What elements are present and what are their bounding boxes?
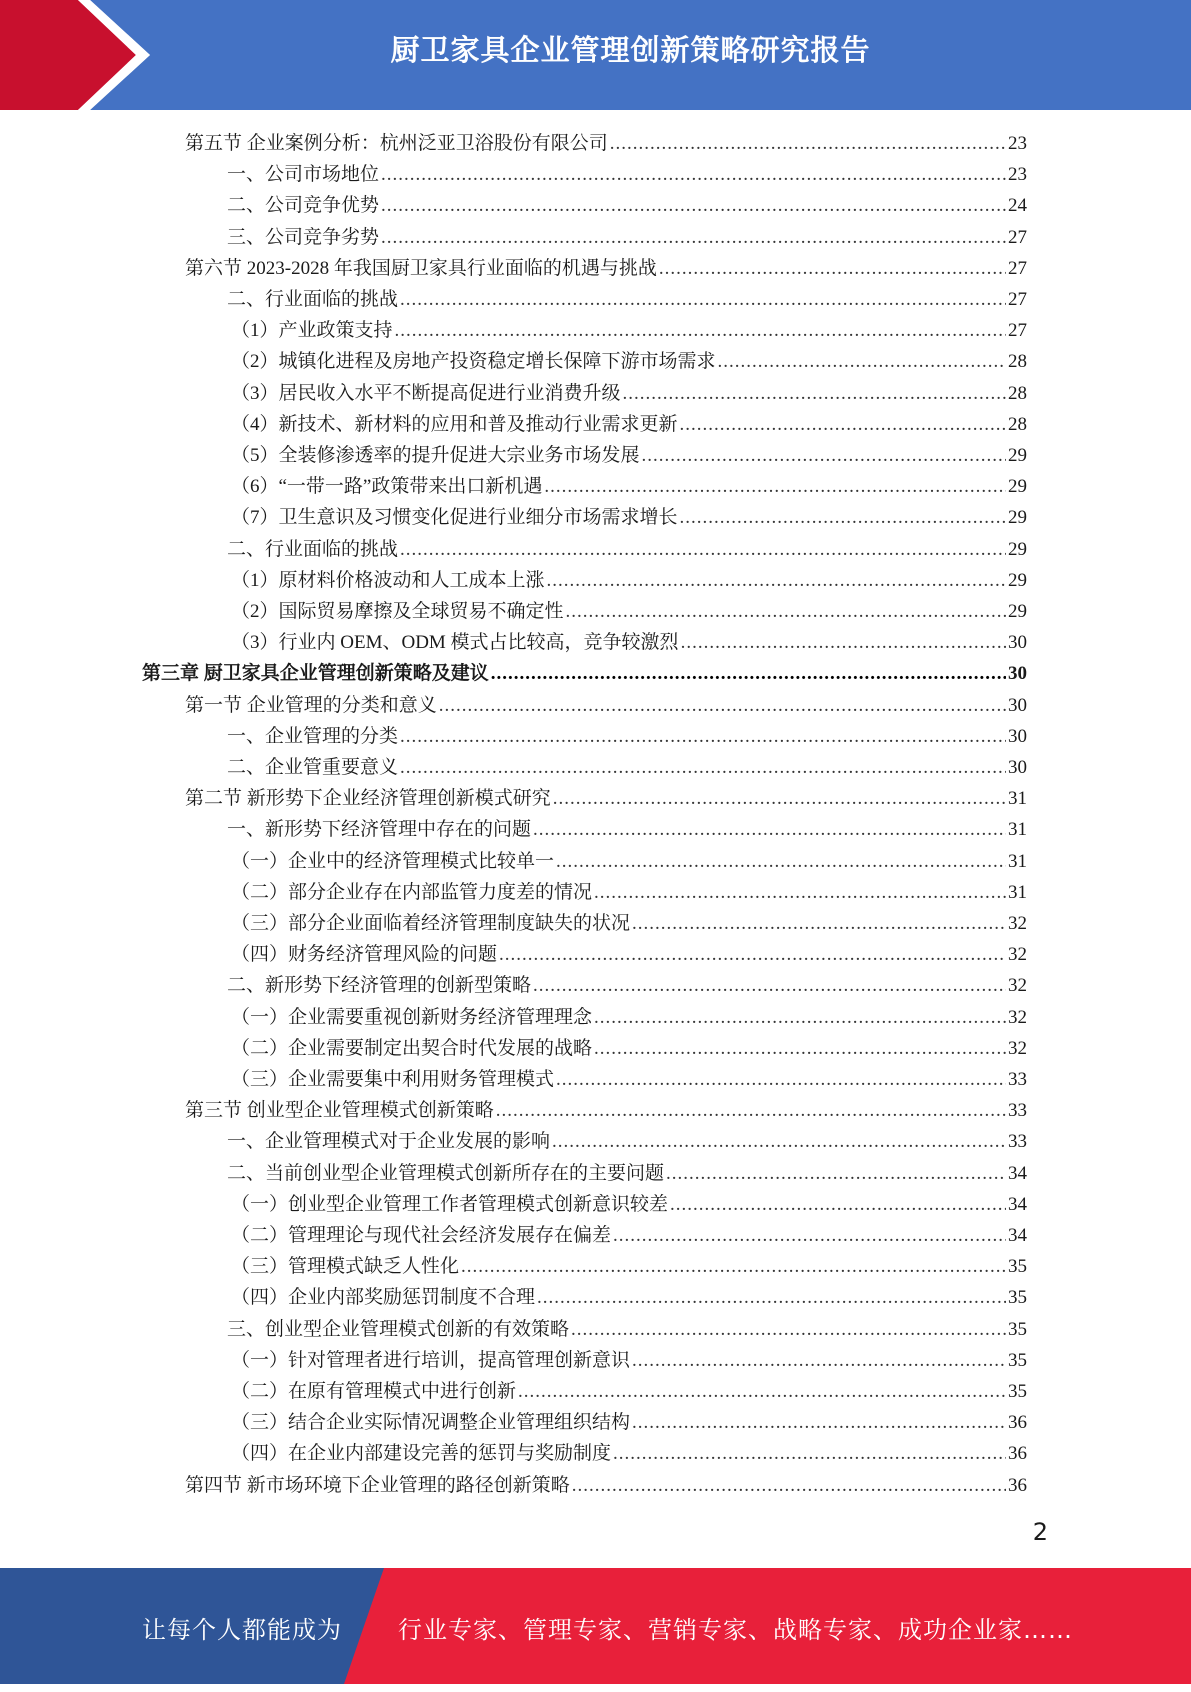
toc-entry-title: （一）企业需要重视创新财务经济管理理念 <box>231 1006 593 1028</box>
toc-dot-leader <box>594 882 1006 904</box>
toc-entry[interactable] <box>231 1251 1027 1282</box>
toc-entry-page: 30 <box>1008 757 1027 778</box>
toc-entry-page: 35 <box>1008 1318 1027 1340</box>
toc-entry-page: 32 <box>1008 975 1027 997</box>
toc-entry[interactable] <box>185 783 1027 814</box>
toc-entry[interactable] <box>231 1189 1027 1220</box>
toc-entry[interactable] <box>227 970 1027 1001</box>
toc-dot-leader <box>533 819 1006 841</box>
toc-entry-title: （6）“一带一路”政策带来出口新机遇 <box>231 476 543 498</box>
toc-entry-page: 36 <box>1008 1474 1027 1496</box>
toc-dot-leader <box>491 663 1006 685</box>
toc-entry[interactable] <box>231 378 1027 409</box>
toc-entry[interactable] <box>227 752 1027 783</box>
toc-dot-leader <box>400 539 1006 561</box>
toc-entry[interactable] <box>231 471 1027 502</box>
toc-entry-title: （5）全装修渗透率的提升促进大宗业务市场发展 <box>231 445 640 466</box>
toc-entry[interactable] <box>231 1345 1027 1376</box>
toc-entry[interactable] <box>185 1470 1027 1501</box>
toc-entry-title: （二）在原有管理模式中进行创新 <box>231 1381 517 1402</box>
toc-entry-title: （三）部分企业面临着经济管理制度缺失的状况 <box>231 913 631 934</box>
toc-dot-leader <box>632 1412 1006 1434</box>
toc-entry-page: 30 <box>1008 694 1027 716</box>
toc-entry[interactable] <box>185 253 1027 284</box>
toc-entry[interactable] <box>227 222 1027 253</box>
toc-entry[interactable] <box>227 1314 1027 1345</box>
toc-entry-title: 第二节 新形势下企业经济管理创新模式研究 <box>185 788 551 810</box>
toc-entry-page: 29 <box>1008 538 1027 560</box>
toc-dot-leader <box>613 1225 1006 1247</box>
toc-entry-page: 29 <box>1008 601 1027 622</box>
toc-entry[interactable] <box>231 315 1027 346</box>
toc-entry[interactable] <box>227 534 1027 565</box>
toc-dot-leader <box>659 258 1006 280</box>
toc-entry-title: （四）企业内部奖励惩罚制度不合理 <box>231 1287 536 1309</box>
toc-entry-title: （2）城镇化进程及房地产投资稳定增长保障下游市场需求 <box>231 351 716 373</box>
toc-entry[interactable] <box>227 814 1027 845</box>
toc-dot-leader <box>594 1007 1006 1029</box>
toc-entry-title: 二、行业面临的挑战 <box>227 289 399 310</box>
toc-entry-title: 三、公司竞争劣势 <box>227 226 380 248</box>
toc-entry-page: 30 <box>1008 632 1027 654</box>
toc-entry[interactable] <box>231 908 1027 939</box>
toc-entry[interactable] <box>231 939 1027 970</box>
toc-entry-page: 29 <box>1008 507 1027 529</box>
toc-entry-title: （四）财务经济管理风险的问题 <box>231 944 498 966</box>
toc-dot-leader <box>632 913 1006 935</box>
toc-entry[interactable] <box>231 565 1027 596</box>
toc-dot-leader <box>547 570 1006 592</box>
toc-dot-leader <box>400 289 1006 311</box>
toc-dot-leader <box>681 632 1006 654</box>
toc-dot-leader <box>613 1443 1006 1465</box>
toc-dot-leader <box>571 1319 1006 1341</box>
toc-dot-leader <box>556 1069 1006 1091</box>
toc-entry-title: 二、当前创业型企业管理模式创新所存在的主要问题 <box>227 1162 665 1184</box>
report-title: 厨卫家具企业管理创新策略研究报告 <box>390 33 871 67</box>
toc-entry-title: （1）产业政策支持 <box>231 320 393 342</box>
toc-dot-leader <box>594 1038 1006 1060</box>
toc-entry-title: 三、创业型企业管理模式创新的有效策略 <box>227 1318 570 1340</box>
toc-entry-page: 31 <box>1008 819 1027 841</box>
toc-entry-page: 30 <box>1008 663 1027 685</box>
toc-entry-page: 29 <box>1008 445 1027 466</box>
page-footer <box>0 1568 1191 1684</box>
toc-entry[interactable] <box>231 502 1027 533</box>
toc-dot-leader <box>666 1163 1006 1185</box>
toc-dot-leader <box>566 601 1006 623</box>
toc-dot-leader <box>533 975 1006 997</box>
toc-entry-page: 32 <box>1008 944 1027 966</box>
toc-entry[interactable] <box>227 1158 1027 1189</box>
toc-entry-page: 29 <box>1008 569 1027 591</box>
toc-dot-leader <box>670 1194 1006 1216</box>
toc-entry-page: 31 <box>1008 788 1027 810</box>
footer-slogan-right: 行业专家、管理专家、营销专家、战略专家、成功企业家…… <box>398 1616 1073 1644</box>
toc-entry-page: 27 <box>1008 289 1027 310</box>
toc-entry-page: 32 <box>1008 1037 1027 1059</box>
toc-entry[interactable] <box>231 627 1027 658</box>
toc-entry-page: 33 <box>1008 1131 1027 1153</box>
toc-dot-leader <box>537 1287 1006 1309</box>
toc-entry-page: 27 <box>1008 257 1027 279</box>
header-chevron-decoration <box>0 0 150 110</box>
page-header <box>0 0 1191 110</box>
toc-entry[interactable] <box>142 658 1027 689</box>
toc-dot-leader <box>381 195 1006 217</box>
toc-entry-page: 31 <box>1008 881 1027 903</box>
toc-entry-title: 第三节 创业型企业管理模式创新策略 <box>185 1100 494 1122</box>
toc-entry-title: （三）企业需要集中利用财务管理模式 <box>231 1069 555 1090</box>
toc-dot-leader <box>381 227 1006 249</box>
toc-entry-title: （二）管理理论与现代社会经济发展存在偏差 <box>231 1225 612 1246</box>
toc-entry-page: 32 <box>1008 1006 1027 1028</box>
toc-dot-leader <box>610 133 1006 155</box>
toc-entry-title: 第一节 企业管理的分类和意义 <box>185 694 437 716</box>
toc-entry-title: （一）创业型企业管理工作者管理模式创新意识较差 <box>231 1193 669 1215</box>
toc-entry[interactable] <box>227 190 1027 221</box>
toc-entry-page: 28 <box>1008 351 1027 373</box>
toc-dot-leader <box>572 1475 1006 1497</box>
toc-entry[interactable] <box>231 409 1027 440</box>
toc-entry-page: 35 <box>1008 1256 1027 1278</box>
page-number: 2 <box>1032 1518 1048 1546</box>
toc-dot-leader <box>680 507 1006 529</box>
toc-dot-leader <box>553 788 1006 810</box>
toc-entry-page: 34 <box>1008 1193 1027 1215</box>
toc-entry[interactable] <box>231 440 1027 471</box>
toc-entry-page: 36 <box>1008 1443 1027 1465</box>
toc-entry-title: （3）居民收入水平不断提高促进行业消费升级 <box>231 382 621 404</box>
toc-dot-leader <box>496 1100 1006 1122</box>
toc-entry[interactable] <box>231 1064 1027 1095</box>
toc-entry-page: 23 <box>1008 133 1027 154</box>
toc-entry[interactable] <box>227 159 1027 190</box>
toc-entry[interactable] <box>185 1095 1027 1126</box>
toc-dot-leader <box>544 476 1006 498</box>
toc-entry-page: 35 <box>1008 1287 1027 1309</box>
toc-entry-title: （7）卫生意识及习惯变化促进行业细分市场需求增长 <box>231 507 678 529</box>
toc-dot-leader <box>439 695 1006 717</box>
toc-entry-title: 第六节 2023-2028 年我国厨卫家具行业面临的机遇与挑战 <box>185 257 657 279</box>
toc-entry-page: 27 <box>1008 226 1027 248</box>
toc-entry-page: 24 <box>1008 195 1027 217</box>
toc-dot-leader <box>556 851 1006 873</box>
toc-entry-page: 34 <box>1008 1225 1027 1246</box>
toc-entry[interactable] <box>231 1033 1027 1064</box>
toc-entry[interactable] <box>231 1376 1027 1407</box>
toc-entry-title: （三）管理模式缺乏人性化 <box>231 1256 460 1278</box>
toc-entry-title: 第五节 企业案例分析：杭州泛亚卫浴股份有限公司 <box>185 133 608 154</box>
toc-entry-title: 第三章 厨卫家具企业管理创新策略及建议 <box>142 663 489 685</box>
toc-entry-title: 二、公司竞争优势 <box>227 195 380 217</box>
toc-dot-leader <box>632 1350 1006 1372</box>
toc-dot-leader <box>680 414 1006 436</box>
toc-entry-title: 一、企业管理的分类 <box>227 725 399 747</box>
toc-entry-page: 27 <box>1008 320 1027 342</box>
toc-entry[interactable] <box>231 1282 1027 1313</box>
toc-entry[interactable] <box>227 1126 1027 1157</box>
footer-slogan-left: 让每个人都能成为 <box>142 1616 342 1644</box>
toc-entry-title: （1）原材料价格波动和人工成本上涨 <box>231 569 545 591</box>
toc-entry-title: 一、新形势下经济管理中存在的问题 <box>227 819 532 841</box>
toc-entry[interactable] <box>231 1407 1027 1438</box>
toc-entry[interactable] <box>231 1002 1027 1033</box>
toc-entry-page: 34 <box>1008 1162 1027 1184</box>
toc-entry-page: 31 <box>1008 850 1027 872</box>
toc-entry[interactable] <box>185 128 1027 159</box>
toc-dot-leader <box>552 1131 1006 1153</box>
toc-dot-leader <box>518 1381 1006 1403</box>
toc-entry-page: 35 <box>1008 1381 1027 1402</box>
toc-entry-title: （三）结合企业实际情况调整企业管理组织结构 <box>231 1412 631 1434</box>
toc-entry-title: 二、企业管重要意义 <box>227 757 399 778</box>
toc-dot-leader <box>499 944 1006 966</box>
toc-entry-title: （二）部分企业存在内部监管力度差的情况 <box>231 881 593 903</box>
toc-entry-title: （4）新技术、新材料的应用和普及推动行业需求更新 <box>231 413 678 435</box>
toc-entry[interactable] <box>227 721 1027 752</box>
toc-entry[interactable] <box>231 1438 1027 1469</box>
toc-entry[interactable] <box>231 346 1027 377</box>
toc-dot-leader <box>400 757 1006 779</box>
toc-entry-title: （二）企业需要制定出契合时代发展的战略 <box>231 1037 593 1059</box>
toc-entry-title: （一）针对管理者进行培训，提高管理创新意识 <box>231 1349 631 1371</box>
toc-entry[interactable] <box>231 1220 1027 1251</box>
toc-dot-leader <box>400 726 1006 748</box>
toc-entry-page: 32 <box>1008 913 1027 934</box>
toc-dot-leader <box>395 320 1006 342</box>
toc-dot-leader <box>461 1256 1006 1278</box>
toc-entry-title: 一、企业管理模式对于企业发展的影响 <box>227 1131 551 1153</box>
toc-entry-page: 28 <box>1008 413 1027 435</box>
toc-entry-page: 33 <box>1008 1069 1027 1090</box>
toc-entry-page: 23 <box>1008 164 1027 186</box>
toc-entry[interactable] <box>231 877 1027 908</box>
toc-entry[interactable] <box>231 846 1027 877</box>
toc-entry-page: 35 <box>1008 1349 1027 1371</box>
toc-entry[interactable] <box>227 284 1027 315</box>
toc-entry-title: （四）在企业内部建设完善的惩罚与奖励制度 <box>231 1443 612 1465</box>
toc-dot-leader <box>381 164 1006 186</box>
toc-entry-title: 二、行业面临的挑战 <box>227 538 399 560</box>
toc-entry-title: （一）企业中的经济管理模式比较单一 <box>231 850 555 872</box>
toc-entry-title: （3）行业内 OEM、ODM 模式占比较高，竞争较激烈 <box>231 632 679 654</box>
toc-entry-page: 36 <box>1008 1412 1027 1434</box>
toc-entry-page: 30 <box>1008 725 1027 747</box>
toc-entry[interactable] <box>231 596 1027 627</box>
toc-entry-page: 33 <box>1008 1100 1027 1122</box>
toc-entry[interactable] <box>185 690 1027 721</box>
toc-entry-title: 一、公司市场地位 <box>227 164 380 186</box>
toc-dot-leader <box>642 445 1006 467</box>
toc-entry-page: 29 <box>1008 476 1027 498</box>
toc-entry-title: 第四节 新市场环境下企业管理的路径创新策略 <box>185 1474 570 1496</box>
toc-dot-leader <box>623 383 1006 405</box>
toc-dot-leader <box>718 351 1006 373</box>
toc-entry-title: （2）国际贸易摩擦及全球贸易不确定性 <box>231 601 564 622</box>
toc-entry-page: 28 <box>1008 382 1027 404</box>
toc-entry-title: 二、新形势下经济管理的创新型策略 <box>227 975 532 997</box>
